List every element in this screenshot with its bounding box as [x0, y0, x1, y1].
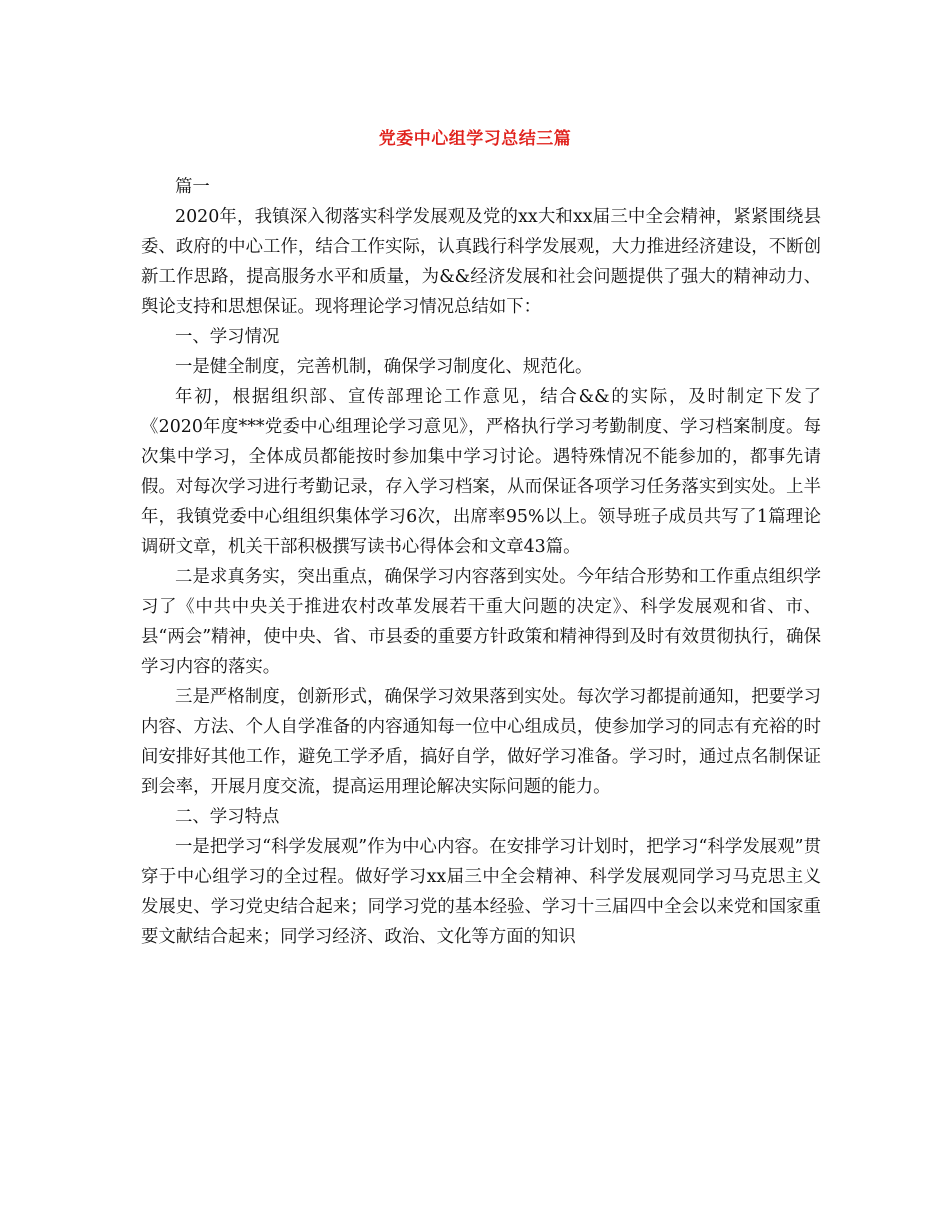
document-title: 党委中心组学习总结三篇: [378, 129, 572, 149]
paragraph: 一是把学习“科学发展观”作为中心内容。在安排学习计划时，把学习“科学发展观”贯穿于中心组学习的全过程。做好学习xx届三中全会精神、科学发展观同学习马克思主义发展史、学习党史结合起来；同学习党的基本经验、学习十三届四中全会以来党和国家重要文献结合起来；同学习经济、政治、文化等方面的知识: [141, 837, 821, 947]
paragraph-intro: 2020年，我镇深入彻落实科学发展观及党的xx大和xx届三中全会精神，紧紧围绕县委、政府的中心工作，结合工作实际，认真践行科学发展观，大力推进经济建设，不断创新工作思路，提高服务水平和质量，为&&经济发展和社会问题提供了强大的精神动力、舆论支持和思想保证。现将理论学习情况总结如下：: [141, 207, 821, 317]
paragraph: 年初，根据组织部、宣传部理论工作意见，结合&&的实际，及时制定下发了《2020年度***党委中心组理论学习意见》，严格执行学习考勤制度、学习档案制度。每次集中学习，全体成员都能按时参加集中学习讨论。遇特殊情况不能参加的，都事先请假。对每次学习进行考勤记录，存入学习档案，从而保证各项学习任务落实到实处。上半年，我镇党委中心组组织集体学习6次，出席率95%以上。领导班子成员共写了1篇理论调研文章，机关干部积极撰写读书心得体会和文章43篇。: [141, 387, 821, 557]
paragraph: 三是严格制度，创新形式，确保学习效果落到实处。每次学习都提前通知，把要学习内容、方法、个人自学准备的内容通知每一位中心组成员，使参加学习的同志有充裕的时间安排好其他工作，避免工学矛盾，搞好自学，做好学习准备。学习时，通过点名制保证到会率，开展月度交流，提高运用理论解决实际问题的能力。: [141, 687, 821, 797]
section-heading: 一、学习情况: [175, 327, 280, 347]
paragraph: 一是健全制度，完善机制，确保学习制度化、规范化。: [175, 357, 593, 377]
section-heading: 二、学习特点: [175, 807, 280, 827]
paragraph: 二是求真务实，突出重点，确保学习内容落到实处。今年结合形势和工作重点组织学习了《中共中央关于推进农村改革发展若干重大问题的决定》、科学发展观和省、市、县“两会”精神，使中央、省、市县委的重要方针政策和精神得到及时有效贯彻执行，确保学习内容的落实。: [141, 567, 821, 677]
document-body: [141, 162, 821, 952]
section-heading: 篇一: [175, 177, 210, 197]
